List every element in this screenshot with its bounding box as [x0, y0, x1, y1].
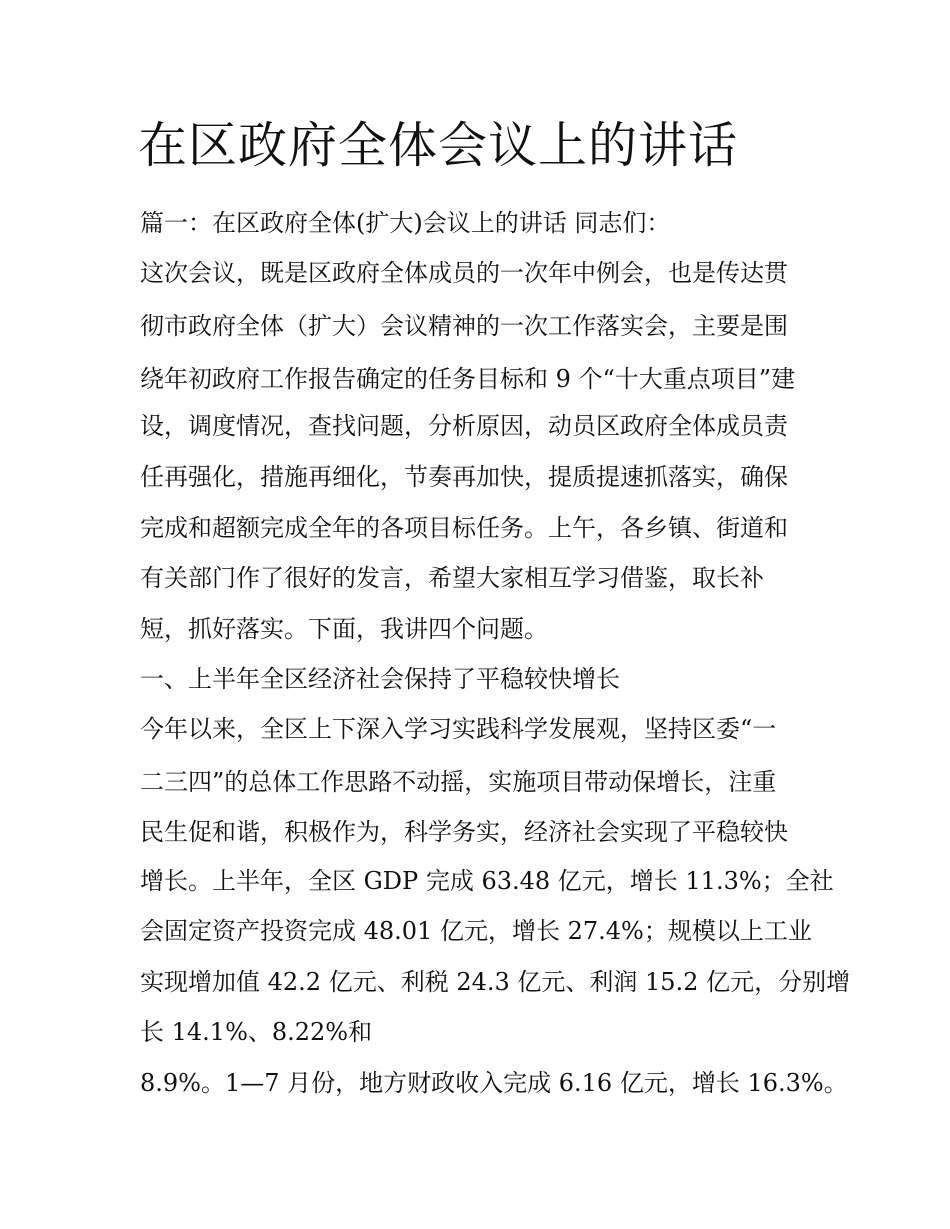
text-line: 任再强化，措施再细化，节奏再加快，提质提速抓落实，确保 — [140, 463, 788, 491]
text-line: 实现增加值 42.2 亿元、利税 24.3 亿元、利润 15.2 亿元，分别增 — [140, 968, 851, 996]
text-line: 会固定资产投资完成 48.01 亿元，增长 27.4%；规模以上工业 — [140, 917, 812, 945]
text-line: 长 14.1%、8.22%和 — [140, 1018, 373, 1046]
text-line: 完成和超额完成全年的各项目标任务。上午，各乡镇、街道和 — [140, 514, 788, 542]
text-line: 民生促和谐，积极作为，科学务实，经济社会实现了平稳较快 — [140, 818, 788, 846]
section-heading: 一、上半年全区经济社会保持了平稳较快增长 — [140, 665, 620, 693]
text-line: 篇一：在区政府全体(扩大)会议上的讲话 同志们： — [140, 209, 671, 237]
text-line: 增长。上半年，全区 GDP 完成 63.48 亿元，增长 11.3%；全社 — [140, 867, 834, 895]
text-line: 短，抓好落实。下面，我讲四个问题。 — [140, 615, 548, 643]
text-line: 有关部门作了很好的发言，希望大家相互学习借鉴，取长补 — [140, 564, 764, 592]
document-title: 在区政府全体会议上的讲话 — [138, 117, 739, 174]
text-line: 这次会议，既是区政府全体成员的一次年中例会，也是传达贯 — [140, 259, 788, 287]
text-line: 绕年初政府工作报告确定的任务目标和 9 个“十大重点项目”建 — [140, 365, 796, 393]
text-line: 二三四”的总体工作思路不动摇，实施项目带动保增长，注重 — [140, 768, 777, 796]
text-line: 设，调度情况，查找问题，分析原因，动员区政府全体成员责 — [140, 412, 788, 440]
text-line: 8.9%。1—7 月份，地方财政收入完成 6.16 亿元，增长 16.3%。 — [140, 1069, 848, 1097]
text-line: 今年以来，全区上下深入学习实践科学发展观，坚持区委“一 — [140, 715, 777, 743]
text-line: 彻市政府全体（扩大）会议精神的一次工作落实会，主要是围 — [140, 312, 788, 340]
